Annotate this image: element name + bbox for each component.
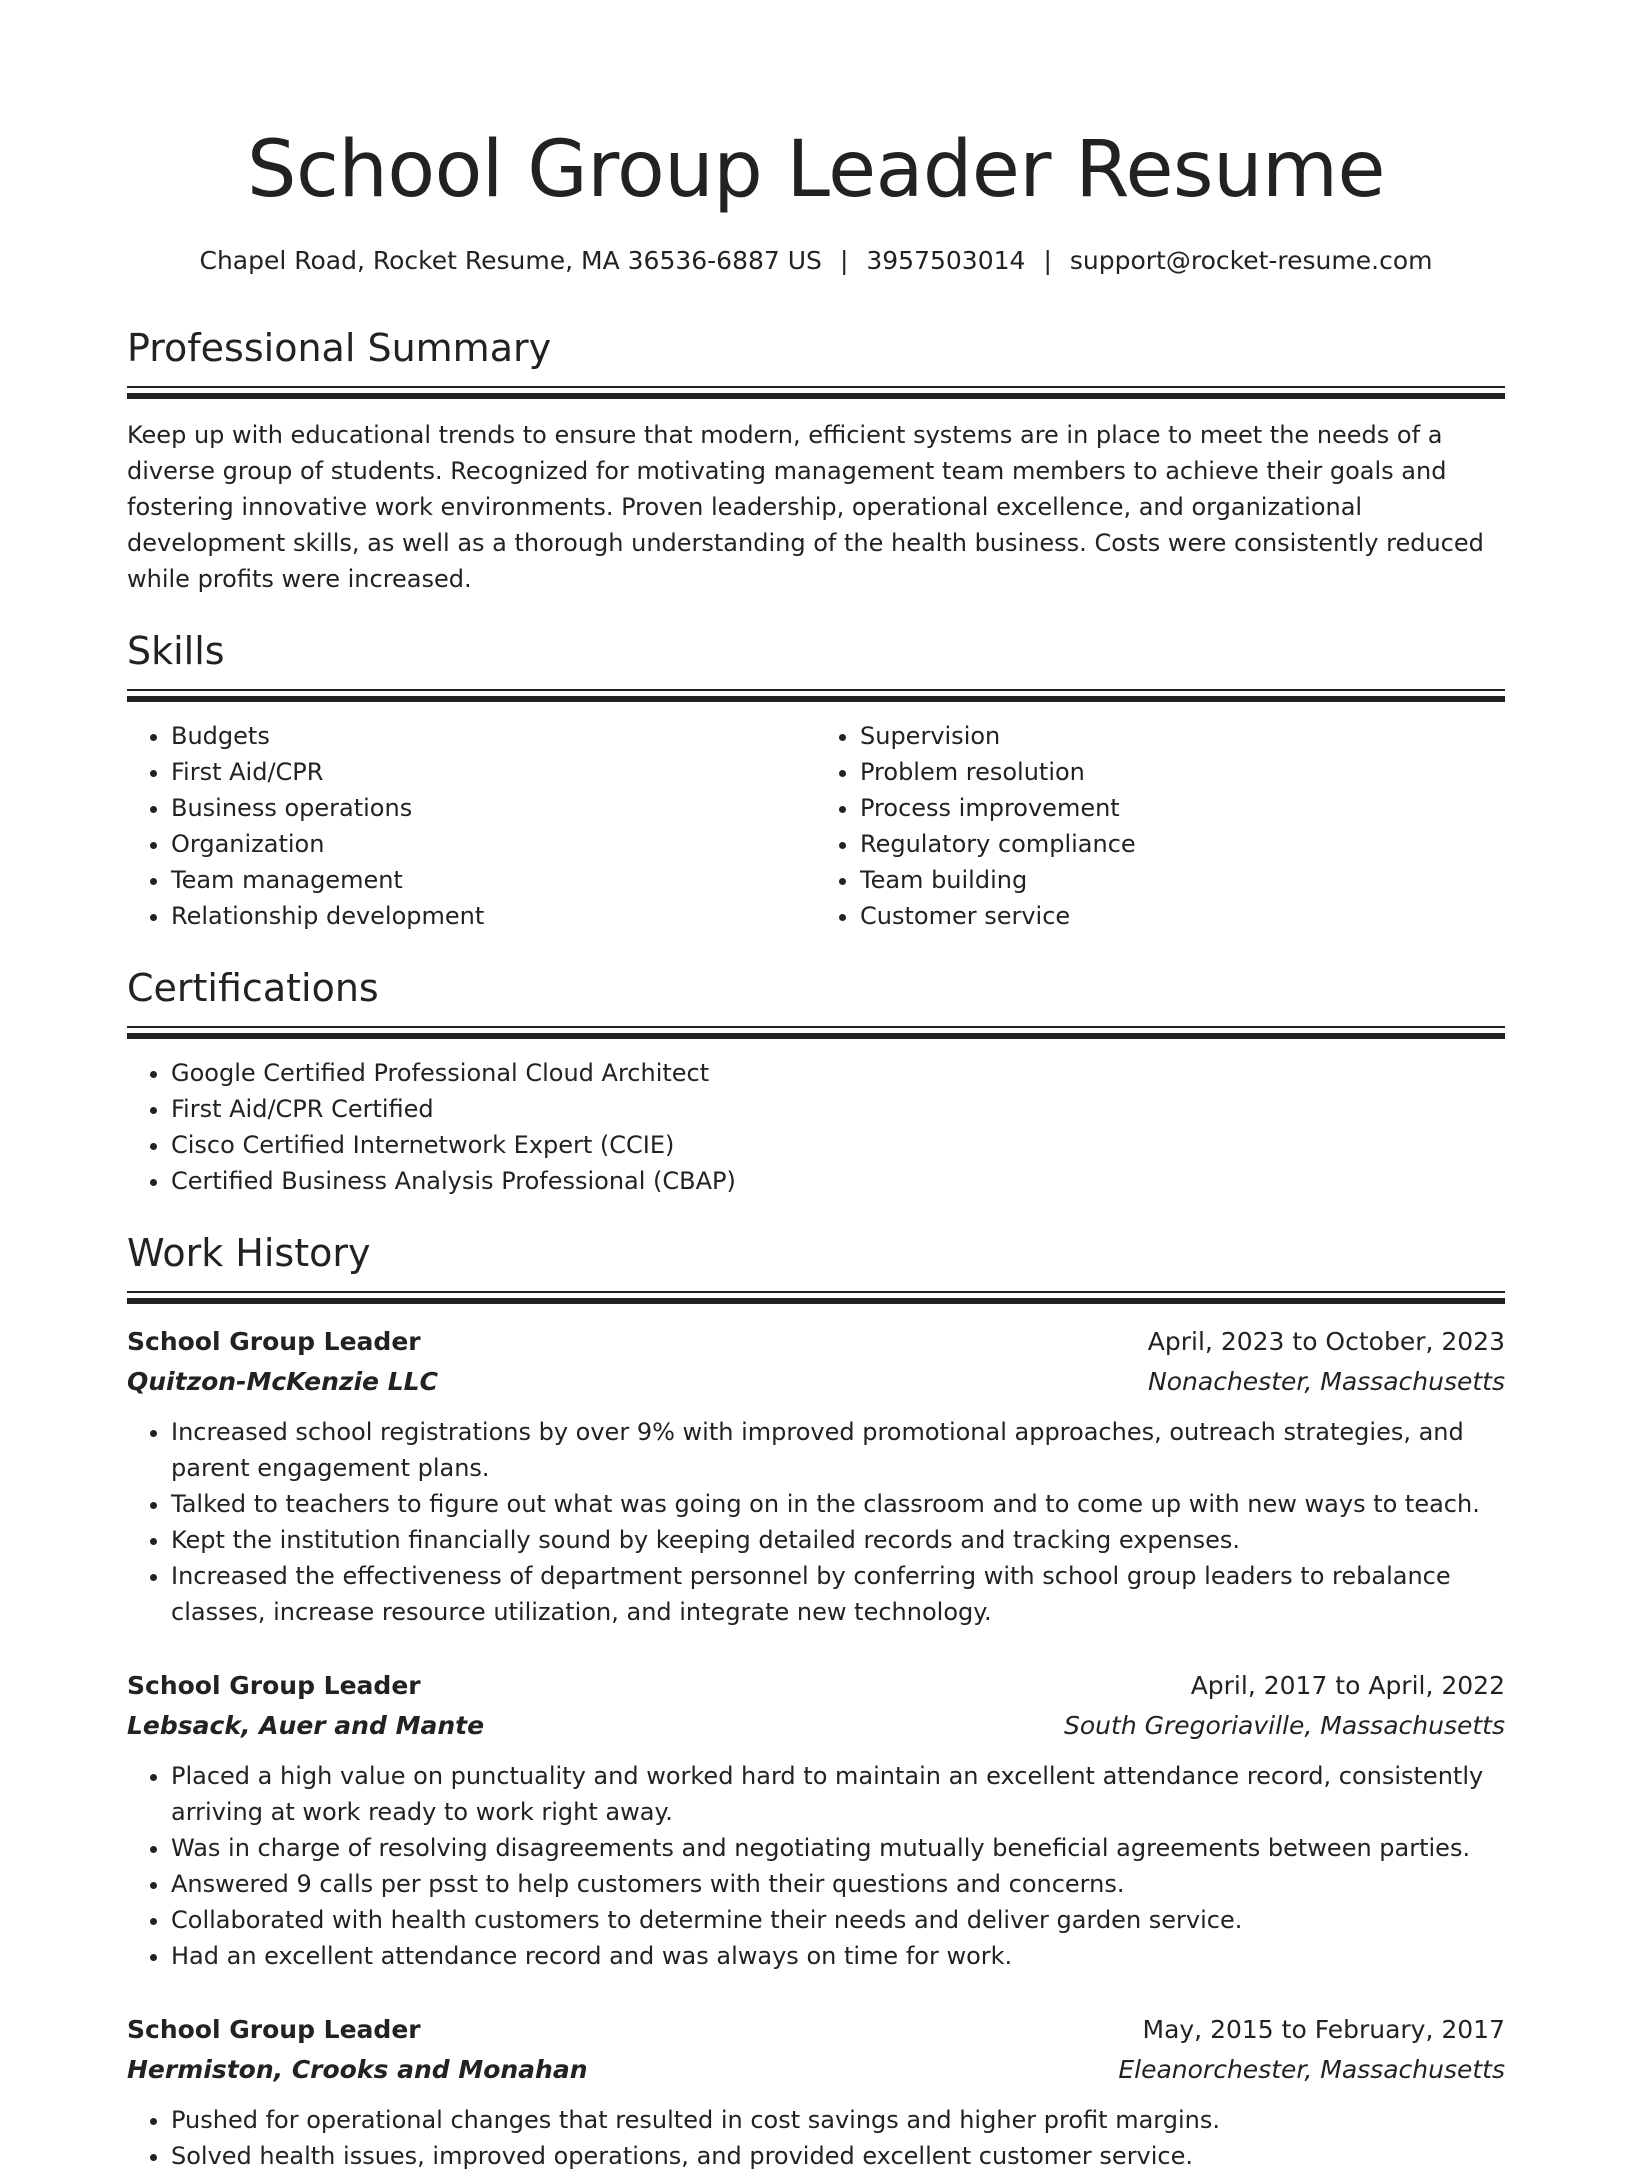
job-bullets [127,1414,1505,1630]
skill-item: • Team management [171,862,816,898]
skills-column-left [127,718,816,934]
section-heading-certifications: Certifications [127,966,379,1010]
skills-grid [127,718,1505,934]
job-bullets [127,2102,1505,2174]
certifications-list [127,1055,1505,1199]
job-location: South Gregoriaville, Massachusetts [1064,1711,1505,1740]
section-heading-skills: Skills [127,629,225,673]
job-company: Quitzon-McKenzie LLC [127,1367,438,1396]
job-company: Hermiston, Crooks and Monahan [127,2055,588,2084]
skill-item: • Team building [860,862,1505,898]
job-title: School Group Leader [127,1671,421,1700]
section-heading-summary: Professional Summary [127,326,552,370]
section-skills [127,627,1505,934]
job-bullet: • Increased the effectiveness of department personnel by conferring with school group leaders to rebalance classes, increase resource utilization, and integrate new technology. [171,1558,1505,1630]
job-dates: May, 2015 to February, 2017 [1142,2015,1505,2044]
section-heading-work-history: Work History [127,1231,371,1275]
job-bullet: • Answered 9 calls per psst to help customers with their questions and concerns. [171,1866,1505,1902]
skills-list-left [127,718,816,934]
job-location: Nonachester, Massachusetts [1148,1367,1505,1396]
section-certifications [127,964,1505,1199]
job-bullet: • Pushed for operational changes that resulted in cost savings and higher profit margins. [171,2102,1505,2138]
job-location: Eleanorchester, Massachusetts [1118,2055,1505,2084]
job-bullet: • Collaborated with health customers to determine their needs and deliver garden service. [171,1902,1505,1938]
contact-separator: | [1043,246,1052,275]
phone: 3957503014 [866,246,1026,275]
contact-separator: | [839,246,849,275]
skill-item: • Relationship development [171,898,816,934]
summary-text: Keep up with educational trends to ensure that modern, efficient systems are in place to meet the needs of a diverse group of students. Recognized for motivating management team members to achieve their goals and fostering innovative work environments. Proven leadership, operational excellence, and organizational development skills, as well as a thorough understanding of the health business. Costs were consistently reduced while profits were increased. [127,421,1484,593]
job-bullet: • Talked to teachers to figure out what was going on in the classroom and to come up with new ways to teach. [171,1486,1505,1522]
job-title: School Group Leader [127,2015,421,2044]
job-subheader-row [127,2050,1505,2090]
job-title: School Group Leader [127,1327,421,1356]
skill-item: • Problem resolution [860,754,1505,790]
job-bullet: • Solved health issues, improved operations, and provided excellent customer service. [171,2138,1505,2174]
skill-item: • Business operations [171,790,816,826]
email-link[interactable]: support@rocket-resume.com [1069,246,1433,275]
job-dates: April, 2023 to October, 2023 [1147,1327,1505,1356]
skills-list-right [816,718,1505,934]
job-dates: April, 2017 to April, 2022 [1190,1671,1505,1700]
skill-item: • Regulatory compliance [860,826,1505,862]
job-bullet: • Had an excellent attendance record and was always on time for work. [171,1938,1505,1974]
job-entry [127,1322,1505,1630]
job-entry [127,2010,1505,2174]
certification-item: • Cisco Certified Internetwork Expert (CCIE) [171,1127,1505,1163]
skill-item: • Process improvement [860,790,1505,826]
job-bullets [127,1758,1505,1974]
section-divider [127,386,1505,399]
address: Chapel Road, Rocket Resume, MA 36536-6887 US [199,246,822,275]
section-divider [127,689,1505,702]
job-header-row [127,2010,1505,2050]
certification-item: • Google Certified Professional Cloud Architect [171,1055,1505,1091]
job-subheader-row [127,1706,1505,1746]
job-company: Lebsack, Auer and Mante [127,1711,485,1740]
job-header-row [127,1322,1505,1362]
section-work-history [127,1229,1505,2174]
job-bullet: • Increased school registrations by over 9% with improved promotional approaches, outreach strategies, and parent engagement plans. [171,1414,1505,1486]
section-divider [127,1026,1505,1039]
skill-item: • Customer service [860,898,1505,934]
certification-item: • First Aid/CPR Certified [171,1091,1505,1127]
job-header-row [127,1666,1505,1706]
contact-line [127,244,1505,278]
job-entry [127,1666,1505,1974]
skill-item: • Budgets [171,718,816,754]
certification-item: • Certified Business Analysis Professional (CBAP) [171,1163,1505,1199]
job-bullet: • Was in charge of resolving disagreements and negotiating mutually beneficial agreements between parties. [171,1830,1505,1866]
page-title: School Group Leader Resume [247,125,1385,215]
skill-item: • First Aid/CPR [171,754,816,790]
skill-item: • Organization [171,826,816,862]
job-bullet: • Placed a high value on punctuality and worked hard to maintain an excellent attendance record, consistently arriving at work ready to work right away. [171,1758,1505,1830]
section-summary [127,324,1505,597]
job-bullet: • Kept the institution financially sound by keeping detailed records and tracking expenses. [171,1522,1505,1558]
section-divider [127,1291,1505,1304]
skill-item: • Supervision [860,718,1505,754]
skills-column-right [816,718,1505,934]
job-subheader-row [127,1362,1505,1402]
